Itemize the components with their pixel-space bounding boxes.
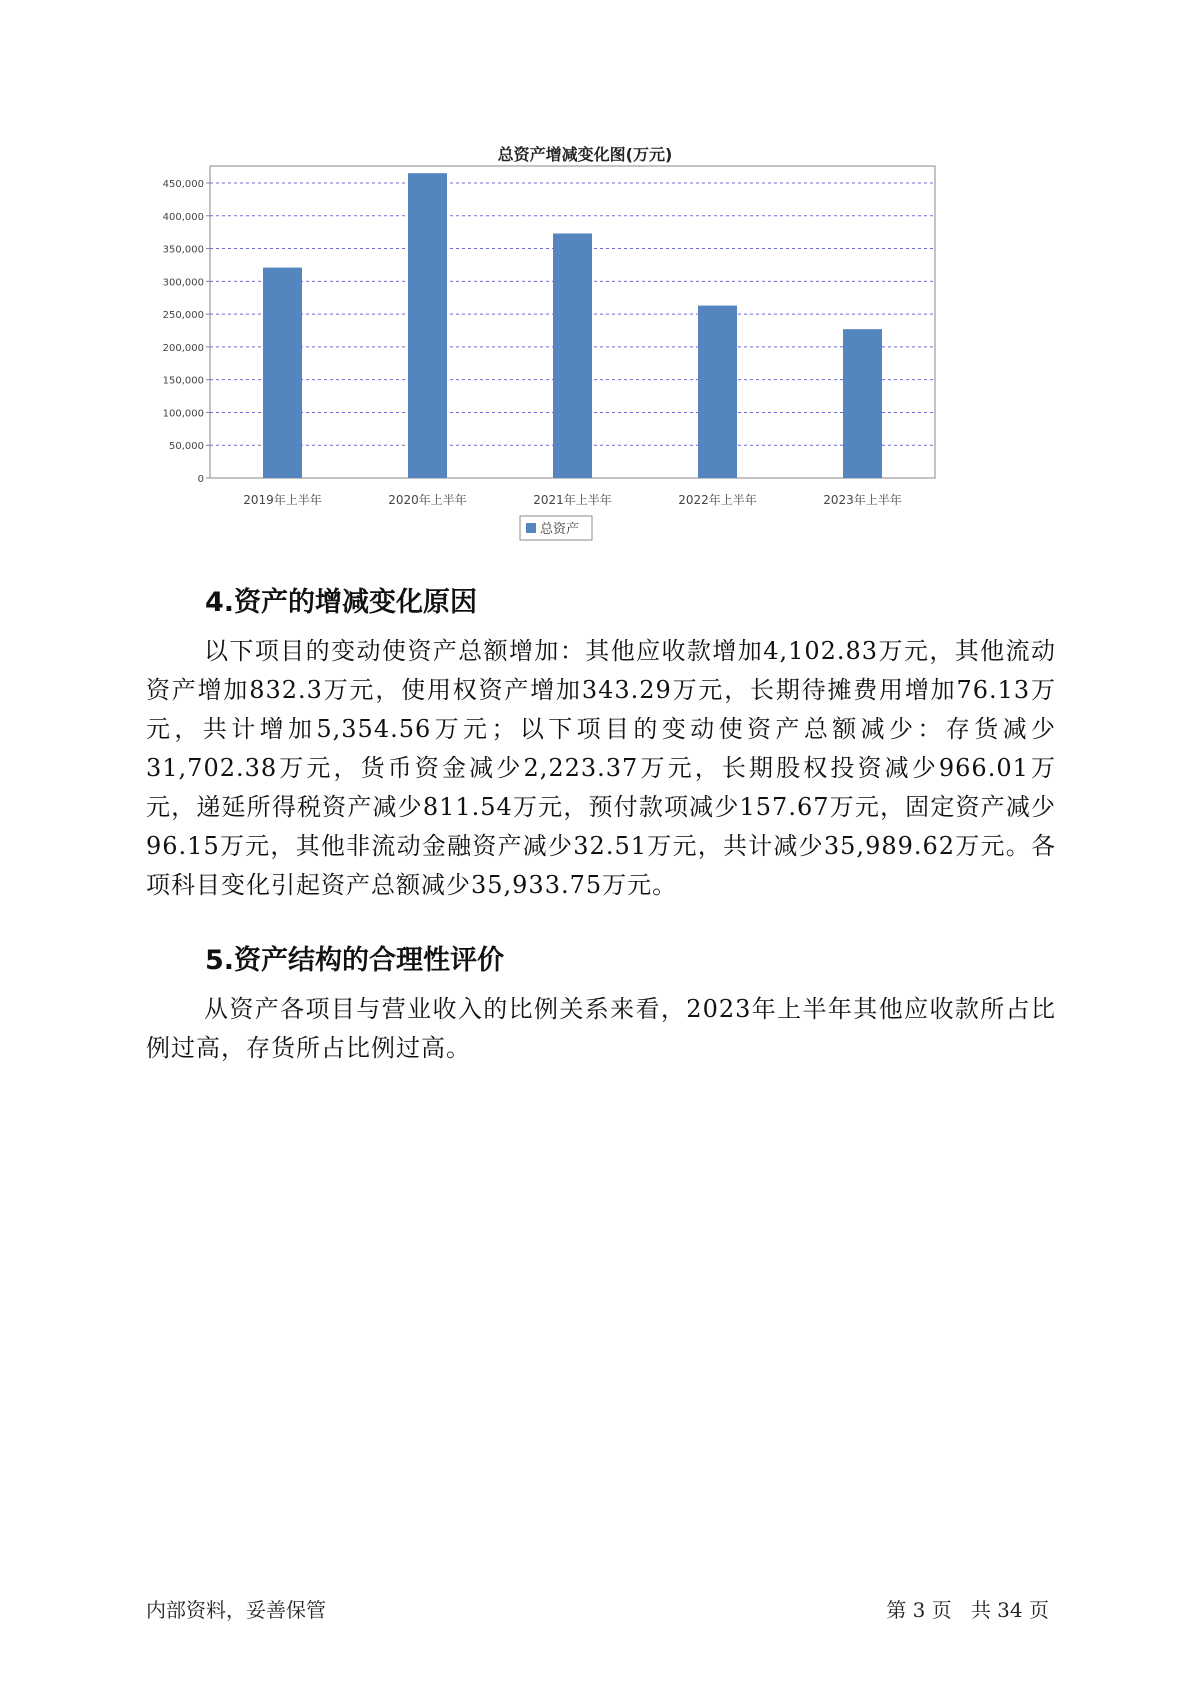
footer-confidential: 内部资料，妥善保管: [146, 1598, 326, 1622]
y-tick-label: 100,000: [162, 408, 204, 420]
legend-label: 总资产: [540, 522, 580, 537]
y-tick-label: 250,000: [162, 310, 204, 322]
section5-paragraph: 从资产各项目与营业收入的比例关系来看，2023年上半年其他应收款所占比例过高，存货所占比例过高。: [146, 995, 1056, 1062]
bar-2021年上半年: [553, 233, 592, 478]
x-tick-label: 2023年上半年: [823, 493, 902, 507]
y-tick-label: 0: [197, 474, 204, 485]
y-tick-label: 400,000: [162, 211, 204, 223]
section5-heading: 5.资产结构的合理性评价: [205, 945, 505, 976]
y-tick-label: 350,000: [162, 244, 204, 256]
section4-paragraph: 以下项目的变动使资产总额增加：其他应收款增加4,102.83万元，其他流动资产增加832.3万元，使用权资产增加343.29万元，长期待摊费用增加76.13万元，共计增加5,354.56万元；以下项目的变动使资产总额减少：存货减少31,702.38万元，货币资金减少2,223.37万元，长期股权投资减少966.01万元，递延所得税资产减少811.54万元，预付款项减少157.67万元，固定资产减少96.15万元，其他非流动金融资产减少32.51万元，共计减少35,989.62万元。各项科目变化引起资产总额减少35,933.75万元。: [146, 637, 1056, 899]
x-tick-label: 2021年上半年: [533, 493, 612, 507]
legend-swatch: [526, 523, 536, 533]
bar-chart-svg: [150, 130, 1020, 600]
bar-2020年上半年: [408, 173, 447, 478]
x-tick-label: 2020年上半年: [388, 493, 467, 507]
footer-page-number: 第 3 页 共 34 页: [886, 1598, 1049, 1622]
x-tick-label: 2022年上半年: [678, 493, 757, 507]
total-assets-chart: [150, 130, 1020, 600]
y-tick-label: 50,000: [169, 441, 204, 453]
bar-2022年上半年: [698, 306, 737, 478]
y-tick-label: 300,000: [162, 277, 204, 289]
bar-2019年上半年: [263, 268, 302, 478]
x-tick-label: 2019年上半年: [243, 493, 322, 507]
y-tick-label: 150,000: [162, 375, 204, 387]
section4-heading: 4.资产的增减变化原因: [205, 587, 478, 618]
chart-title: 总资产增减变化图(万元): [497, 145, 673, 164]
y-tick-label: 200,000: [162, 342, 204, 354]
y-tick-label: 450,000: [162, 179, 204, 190]
bar-2023年上半年: [843, 329, 882, 478]
